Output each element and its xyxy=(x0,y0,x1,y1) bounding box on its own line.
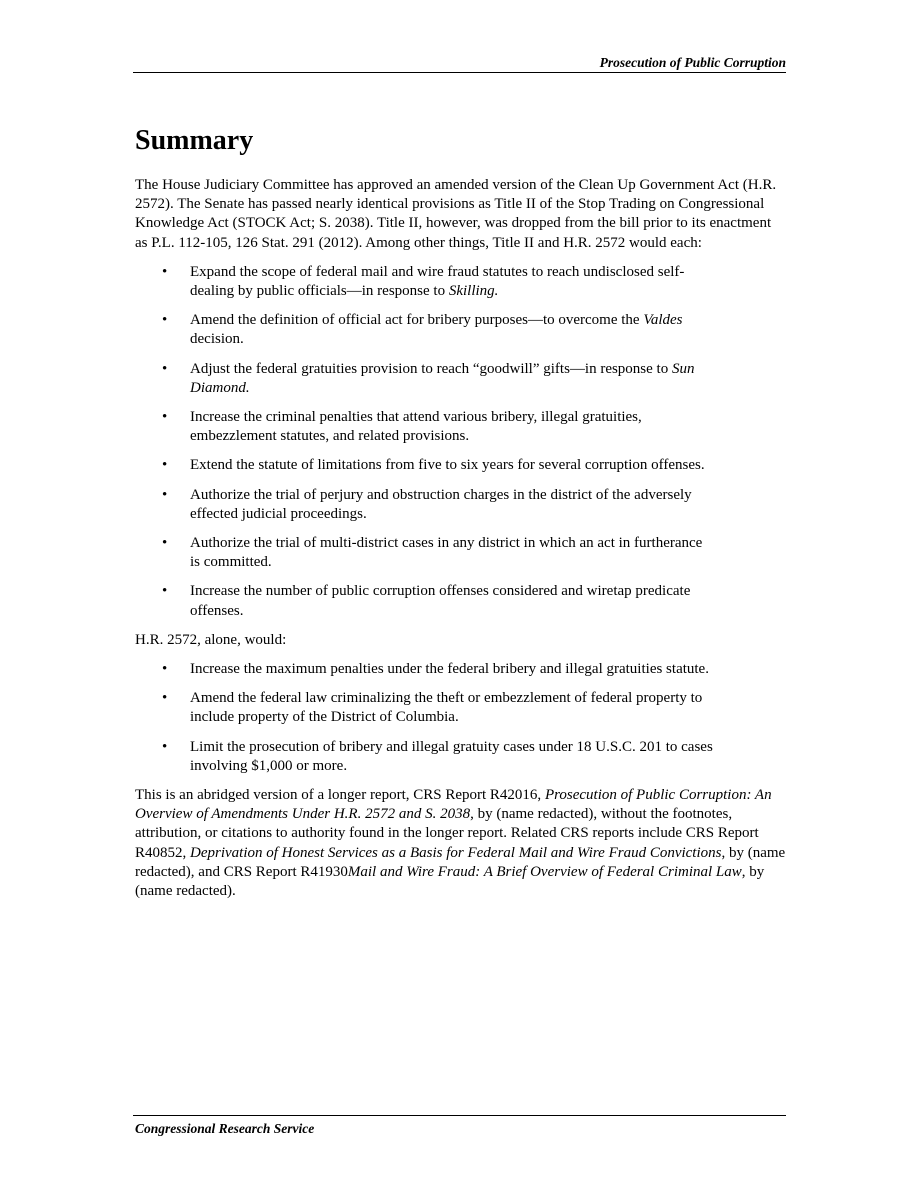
list-item-text: Expand the scope of federal mail and wire fraud statutes to reach undisclosed self-dealing by public officials—in response to xyxy=(190,263,685,300)
list-item xyxy=(135,689,715,727)
list-item-text: Increase the number of public corruption offenses considered and wiretap predicate offenses. xyxy=(190,583,691,619)
bullet-icon: • xyxy=(162,360,168,377)
closing-text: , by (name redacted), and CRS Report R41930 xyxy=(135,844,786,880)
list-item-text: Amend the definition of official act for bribery purposes—to overcome the xyxy=(190,312,644,329)
bullet-icon: • xyxy=(162,535,168,552)
list-item-text: Authorize the trial of multi-district cases in any district in which an act in furtherance is committed. xyxy=(190,535,703,571)
header-rule xyxy=(133,72,786,73)
summary-body xyxy=(135,176,787,901)
list-item-text: Extend the statute of limitations from five to six years for several corruption offenses. xyxy=(190,457,705,474)
list-item-text: Limit the prosecution of bribery and illegal gratuity cases under 18 U.S.C. 201 to cases involving $1,000 or more. xyxy=(190,738,713,774)
list-item-text: Increase the criminal penalties that attend various bribery, illegal gratuities, embezzlement statutes, and related provisions. xyxy=(190,409,642,445)
bullet-icon: • xyxy=(162,738,168,755)
bullet-icon: • xyxy=(162,583,168,600)
list-item-text: Adjust the federal gratuities provision to reach “goodwill” gifts—in response to xyxy=(190,360,672,377)
case-name: Sun Diamond. xyxy=(190,360,695,396)
case-name: Valdes xyxy=(643,312,683,329)
list-item-text: Authorize the trial of perjury and obstruction charges in the district of the adversely effected judicial proceedings. xyxy=(190,486,692,522)
bullet-icon: • xyxy=(162,312,168,329)
running-footer: Congressional Research Service xyxy=(135,1121,315,1136)
list-item xyxy=(135,456,715,475)
report-title: Mail and Wire Fraud: A Brief Overview of Federal Criminal Law xyxy=(347,863,742,880)
bullet-icon: • xyxy=(162,263,168,280)
bullet-icon: • xyxy=(162,457,168,474)
list-item xyxy=(135,738,715,776)
list-item xyxy=(135,311,715,349)
bullet-icon: • xyxy=(162,661,168,678)
list-item-text: Increase the maximum penalties under the federal bribery and illegal gratuities statute. xyxy=(190,661,709,678)
footer-rule xyxy=(133,1115,786,1116)
hr-provisions-list xyxy=(135,660,787,776)
case-name: Skilling. xyxy=(448,283,499,300)
closing-text: , by (name redacted), without the footnotes, attribution, or citations to authority found in the longer report. Related CRS reports include CRS Report R40852, xyxy=(135,806,759,861)
list-item xyxy=(135,360,715,398)
list-item xyxy=(135,486,715,524)
list-item xyxy=(135,263,715,301)
bullet-icon: • xyxy=(162,409,168,426)
list-item xyxy=(135,408,715,446)
list-item xyxy=(135,660,715,679)
common-provisions-list xyxy=(135,263,787,621)
list-item xyxy=(135,534,715,572)
running-header: Prosecution of Public Corruption xyxy=(599,55,786,70)
closing-text: , by (name redacted). xyxy=(135,863,765,900)
list-item-text: Amend the federal law criminalizing the theft or embezzlement of federal property to include property of the District of Columbia. xyxy=(190,690,703,726)
bullet-icon: • xyxy=(162,690,168,707)
intro-paragraph: The House Judiciary Committee has approved an amended version of the Clean Up Government Act (H.R. 2572). The Senate has passed nearly identical provisions as Title II of the Stop Trading on Congressional Knowledge Act (STOCK Act; S. 2038). Title II, however, was dropped from the bill prior to its enactment as P.L. 112-105, 126 Stat. 291 (2012). Among other things, Title II and H.R. 2572 would each: xyxy=(135,177,777,251)
list-item xyxy=(135,582,715,620)
page-title: Summary xyxy=(135,125,254,156)
bullet-icon: • xyxy=(162,486,168,503)
hr-intro-paragraph: H.R. 2572, alone, would: xyxy=(135,631,287,648)
closing-paragraph xyxy=(135,786,787,901)
list-item-text-after: decision. xyxy=(190,331,244,348)
report-title: Deprivation of Honest Services as a Basis for Federal Mail and Wire Fraud Convictions xyxy=(190,844,722,861)
report-title: Prosecution of Public Corruption: An Overview of Amendments Under H.R. 2572 and S. 2038 xyxy=(135,787,772,823)
closing-text: This is an abridged version of a longer report, CRS Report R42016, xyxy=(135,787,545,804)
